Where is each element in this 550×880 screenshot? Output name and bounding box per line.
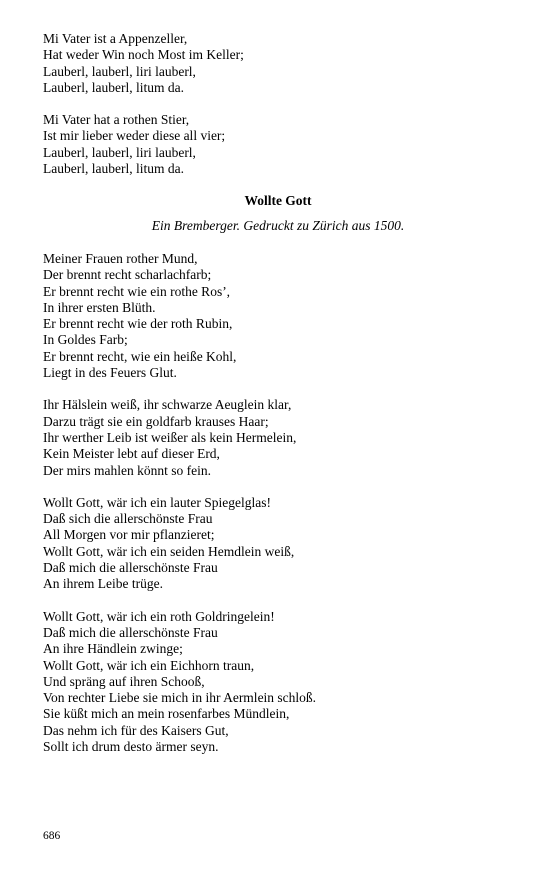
verse-line: Er brennt recht, wie ein heiße Kohl, [43, 348, 237, 364]
verse-line: Kein Meister lebt auf dieser Erd, [43, 446, 220, 462]
verse-line: In Goldes Farb; [43, 332, 128, 348]
verse-line: Daß mich die allerschönste Frau [43, 624, 218, 640]
stanza [43, 31, 513, 96]
verse-line: Lauberl, lauberl, liri lauberl, [43, 63, 196, 79]
verse-line: Lauberl, lauberl, liri lauberl, [43, 144, 196, 160]
verse-line: An ihrem Leibe trüge. [43, 576, 163, 592]
verse-line: Das nehm ich für des Kaisers Gut, [43, 722, 229, 738]
verse-line: Der mirs mahlen könnt so fein. [43, 462, 211, 478]
verse-line: Daß mich die allerschönste Frau [43, 560, 218, 576]
verse-line: All Morgen vor mir pflanzieret; [43, 527, 215, 543]
verse-line: Darzu trägt sie ein goldfarb krauses Haar; [43, 413, 269, 429]
verse-line: Wollt Gott, wär ich ein lauter Spiegelglas! [43, 494, 271, 510]
verse-line: Wollt Gott, wär ich ein roth Goldringelein! [43, 608, 275, 624]
verse-line: Und spräng auf ihren Schooß, [43, 673, 205, 689]
verse-line: Er brennt recht wie der roth Rubin, [43, 316, 233, 332]
stanzas-after-title [43, 251, 513, 755]
stanzas-before-title [43, 31, 513, 177]
stanza [43, 609, 513, 756]
verse-line: Ihr Hälslein weiß, ihr schwarze Aeuglein klar, [43, 397, 292, 413]
verse-line: Wollt Gott, wär ich ein Eichhorn traun, [43, 657, 255, 673]
verse-line: An ihre Händlein zwinge; [43, 641, 183, 657]
page-body [43, 31, 513, 771]
verse-line: Ist mir lieber weder diese all vier; [43, 128, 226, 144]
verse-line: Sie küßt mich an mein rosenfarbes Mündlein, [43, 706, 290, 722]
verse-line: Ihr werther Leib ist weißer als kein Hermelein, [43, 429, 297, 445]
verse-line: Lauberl, lauberl, litum da. [43, 79, 184, 95]
stanza [43, 112, 513, 177]
verse-line: Von rechter Liebe sie mich in ihr Aermlein schloß. [43, 690, 317, 706]
verse-line: In ihrer ersten Blüth. [43, 299, 156, 315]
verse-line: Sollt ich drum desto ärmer seyn. [43, 738, 219, 754]
verse-line: Mi Vater hat a rothen Stier, [43, 112, 190, 128]
stanza [43, 251, 513, 381]
verse-line: Lauberl, lauberl, litum da. [43, 161, 184, 177]
verse-line: Mi Vater ist a Appenzeller, [43, 31, 188, 46]
verse-line: Hat weder Win noch Most im Keller; [43, 47, 244, 63]
poem-title: Wollte Gott [244, 193, 312, 209]
verse-line: Daß sich die allerschönste Frau [43, 511, 213, 527]
verse-line: Meiner Frauen rother Mund, [43, 250, 198, 266]
verse-line: Der brennt recht scharlachfarb; [43, 267, 212, 283]
verse-line: Wollt Gott, wär ich ein seiden Hemdlein weiß, [43, 543, 295, 559]
verse-line: Er brennt recht wie ein rothe Ros’, [43, 283, 231, 299]
stanza [43, 397, 513, 478]
page-number: 686 [43, 830, 61, 842]
verse-line: Liegt in des Feuers Glut. [43, 365, 177, 381]
stanza [43, 495, 513, 593]
poem-subtitle: Ein Bremberger. Gedruckt zu Zürich aus 1500. [151, 217, 405, 233]
